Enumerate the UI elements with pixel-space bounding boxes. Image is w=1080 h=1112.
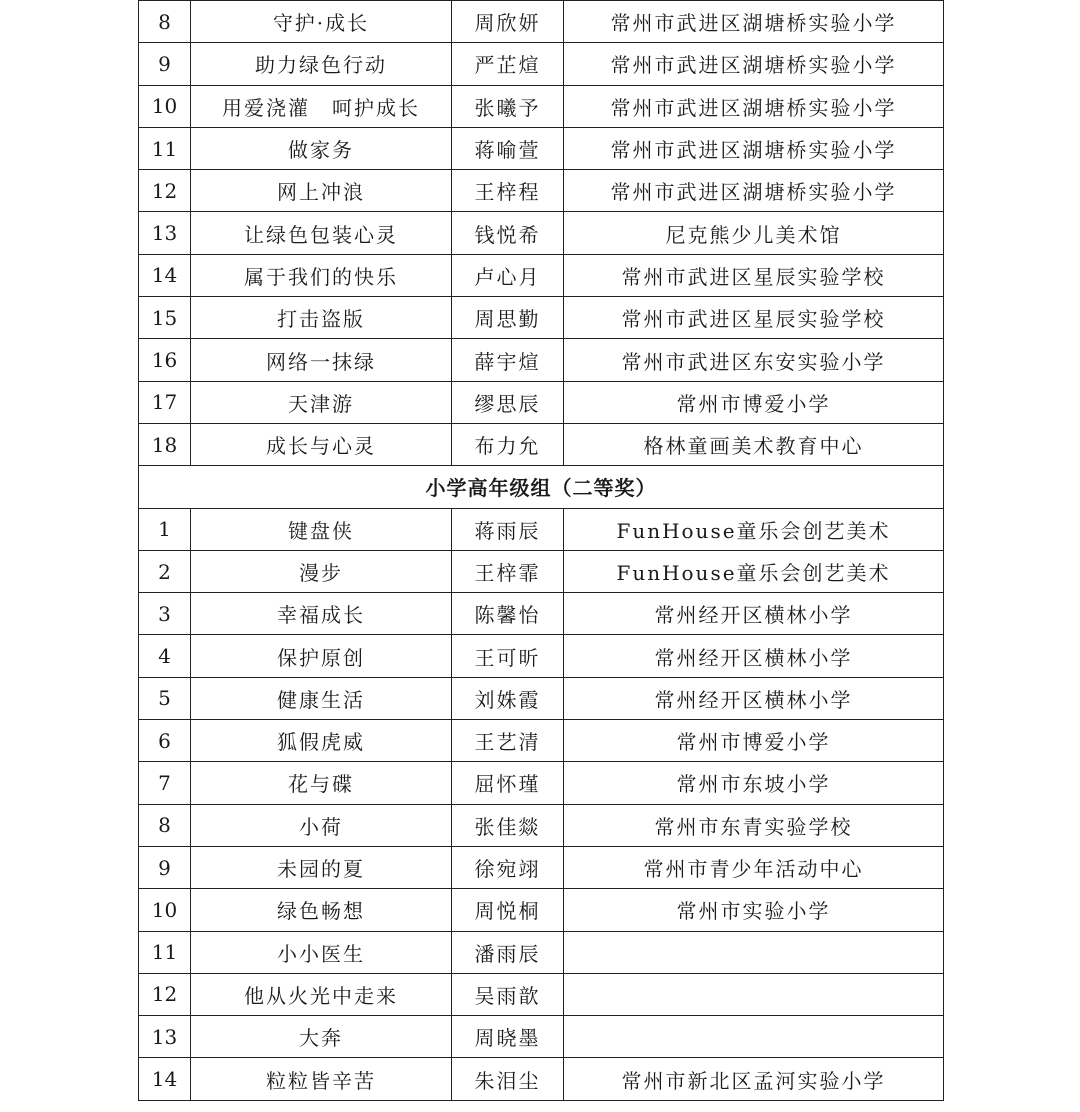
group-header-row <box>139 466 944 508</box>
row-number: 8 <box>139 1 191 43</box>
artwork-title: 小小医生 <box>191 931 452 973</box>
table-row <box>139 1058 944 1100</box>
student-name: 屈怀瑾 <box>452 762 564 804</box>
row-number: 8 <box>139 804 191 846</box>
row-number: 13 <box>139 1016 191 1058</box>
student-name: 徐宛翊 <box>452 846 564 888</box>
artwork-title: 助力绿色行动 <box>191 43 452 85</box>
student-name: 王艺清 <box>452 720 564 762</box>
row-number: 16 <box>139 339 191 381</box>
table-row <box>139 635 944 677</box>
school-name: 常州市武进区星辰实验学校 <box>564 254 944 296</box>
row-number: 7 <box>139 762 191 804</box>
artwork-title: 花与碟 <box>191 762 452 804</box>
student-name: 缪思辰 <box>452 381 564 423</box>
row-number: 11 <box>139 127 191 169</box>
artwork-title: 属于我们的快乐 <box>191 254 452 296</box>
row-number: 14 <box>139 254 191 296</box>
school-name <box>564 1016 944 1058</box>
student-name: 钱悦希 <box>452 212 564 254</box>
artwork-title: 守护·成长 <box>191 1 452 43</box>
artwork-title: 粒粒皆辛苦 <box>191 1058 452 1100</box>
school-name: FunHouse童乐会创艺美术 <box>564 508 944 550</box>
artwork-title: 成长与心灵 <box>191 423 452 465</box>
artwork-title: 幸福成长 <box>191 593 452 635</box>
artwork-title: 健康生活 <box>191 677 452 719</box>
table-row <box>139 85 944 127</box>
artwork-title: 网络一抹绿 <box>191 339 452 381</box>
artwork-title: 保护原创 <box>191 635 452 677</box>
table-row <box>139 677 944 719</box>
table-row <box>139 170 944 212</box>
table-row <box>139 550 944 592</box>
table-row <box>139 804 944 846</box>
table-row <box>139 889 944 931</box>
school-name <box>564 973 944 1015</box>
artwork-title: 大奔 <box>191 1016 452 1058</box>
student-name: 朱泪尘 <box>452 1058 564 1100</box>
table-row <box>139 973 944 1015</box>
award-table-body <box>139 1 944 1101</box>
table-row <box>139 762 944 804</box>
student-name: 王梓霏 <box>452 550 564 592</box>
student-name: 蒋喻萱 <box>452 127 564 169</box>
school-name: 常州市东坡小学 <box>564 762 944 804</box>
row-number: 9 <box>139 846 191 888</box>
student-name: 王可昕 <box>452 635 564 677</box>
school-name: 常州市东青实验学校 <box>564 804 944 846</box>
artwork-title: 网上冲浪 <box>191 170 452 212</box>
student-name: 周悦桐 <box>452 889 564 931</box>
school-name: 常州市青少年活动中心 <box>564 846 944 888</box>
table-row <box>139 254 944 296</box>
row-number: 13 <box>139 212 191 254</box>
artwork-title: 他从火光中走来 <box>191 973 452 1015</box>
artwork-title: 漫步 <box>191 550 452 592</box>
school-name <box>564 931 944 973</box>
artwork-title: 让绿色包装心灵 <box>191 212 452 254</box>
table-row <box>139 593 944 635</box>
student-name: 刘姝霞 <box>452 677 564 719</box>
student-name: 张曦予 <box>452 85 564 127</box>
row-number: 11 <box>139 931 191 973</box>
school-name: FunHouse童乐会创艺美术 <box>564 550 944 592</box>
school-name: 常州市武进区湖塘桥实验小学 <box>564 85 944 127</box>
school-name: 常州市武进区星辰实验学校 <box>564 297 944 339</box>
school-name: 常州市武进区湖塘桥实验小学 <box>564 1 944 43</box>
student-name: 周思勤 <box>452 297 564 339</box>
artwork-title: 键盘侠 <box>191 508 452 550</box>
artwork-title: 用爱浇灌 呵护成长 <box>191 85 452 127</box>
student-name: 张佳燚 <box>452 804 564 846</box>
student-name: 周欣妍 <box>452 1 564 43</box>
student-name: 周晓墨 <box>452 1016 564 1058</box>
row-number: 12 <box>139 170 191 212</box>
row-number: 2 <box>139 550 191 592</box>
school-name: 常州市武进区东安实验小学 <box>564 339 944 381</box>
school-name: 常州市武进区湖塘桥实验小学 <box>564 127 944 169</box>
award-list-page <box>138 0 943 1101</box>
student-name: 布力允 <box>452 423 564 465</box>
row-number: 14 <box>139 1058 191 1100</box>
artwork-title: 狐假虎威 <box>191 720 452 762</box>
row-number: 6 <box>139 720 191 762</box>
group-header: 小学高年级组（二等奖） <box>139 466 944 508</box>
table-row <box>139 508 944 550</box>
table-row <box>139 931 944 973</box>
school-name: 常州市博爱小学 <box>564 381 944 423</box>
table-row <box>139 423 944 465</box>
table-row <box>139 339 944 381</box>
school-name: 常州市武进区湖塘桥实验小学 <box>564 43 944 85</box>
row-number: 17 <box>139 381 191 423</box>
award-table <box>138 0 944 1101</box>
row-number: 15 <box>139 297 191 339</box>
artwork-title: 绿色畅想 <box>191 889 452 931</box>
row-number: 4 <box>139 635 191 677</box>
student-name: 陈馨怡 <box>452 593 564 635</box>
school-name: 常州市武进区湖塘桥实验小学 <box>564 170 944 212</box>
row-number: 12 <box>139 973 191 1015</box>
school-name: 常州经开区横林小学 <box>564 593 944 635</box>
table-row <box>139 1016 944 1058</box>
school-name: 格林童画美术教育中心 <box>564 423 944 465</box>
row-number: 10 <box>139 85 191 127</box>
artwork-title: 未园的夏 <box>191 846 452 888</box>
student-name: 吴雨歆 <box>452 973 564 1015</box>
student-name: 薛宇煊 <box>452 339 564 381</box>
table-row <box>139 297 944 339</box>
school-name: 常州市新北区孟河实验小学 <box>564 1058 944 1100</box>
table-row <box>139 720 944 762</box>
table-row <box>139 127 944 169</box>
row-number: 10 <box>139 889 191 931</box>
table-row <box>139 1 944 43</box>
artwork-title: 做家务 <box>191 127 452 169</box>
school-name: 常州经开区横林小学 <box>564 677 944 719</box>
table-row <box>139 381 944 423</box>
student-name: 潘雨辰 <box>452 931 564 973</box>
student-name: 严芷煊 <box>452 43 564 85</box>
school-name: 常州经开区横林小学 <box>564 635 944 677</box>
school-name: 尼克熊少儿美术馆 <box>564 212 944 254</box>
school-name: 常州市博爱小学 <box>564 720 944 762</box>
artwork-title: 打击盗版 <box>191 297 452 339</box>
row-number: 1 <box>139 508 191 550</box>
table-row <box>139 212 944 254</box>
table-row <box>139 43 944 85</box>
row-number: 18 <box>139 423 191 465</box>
row-number: 9 <box>139 43 191 85</box>
student-name: 卢心月 <box>452 254 564 296</box>
artwork-title: 小荷 <box>191 804 452 846</box>
row-number: 3 <box>139 593 191 635</box>
artwork-title: 天津游 <box>191 381 452 423</box>
student-name: 王梓程 <box>452 170 564 212</box>
row-number: 5 <box>139 677 191 719</box>
table-row <box>139 846 944 888</box>
school-name: 常州市实验小学 <box>564 889 944 931</box>
student-name: 蒋雨辰 <box>452 508 564 550</box>
